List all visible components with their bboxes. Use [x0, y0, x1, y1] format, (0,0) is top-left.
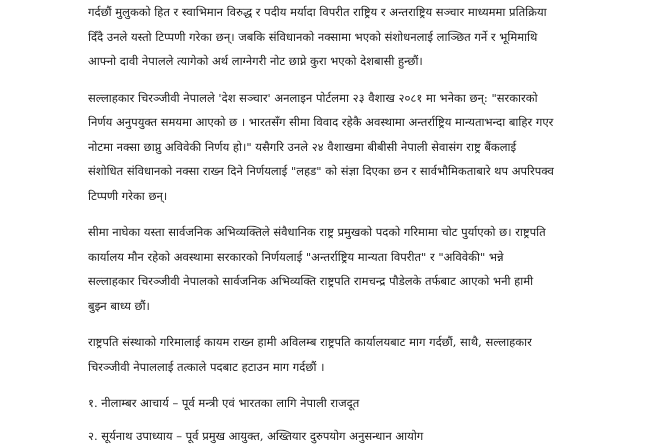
- paragraph-3: [88, 220, 610, 318]
- paragraph-2: [88, 86, 610, 209]
- paragraph-line: चिरञ्जीवी नेपाललाई तत्काले पदबाट हटाउन माग गर्दछौं ।: [88, 355, 610, 380]
- paragraph-line: सीमा नाघेका यस्ता सार्वजनिक अभिव्यक्तिले संवैधानिक राष्ट्र प्रमुखको पदको गरिमामा चोट पुर्याएको छ। राष्ट्रपति: [88, 220, 610, 245]
- paragraph-line: सल्लाहकार चिरञ्जीवी नेपालको सार्वजनिक अभिव्यक्ति राष्ट्रपति रामचन्द्र पौडेलके तर्फबाट आएको भनी हामी: [88, 269, 610, 294]
- paragraph-line: टिप्पणी गरेका छन्।: [88, 184, 610, 209]
- paragraph-4: [88, 330, 610, 379]
- paragraph-line: कार्यालय मौन रहेको अवस्थामा सरकारको निर्णयलाई "अन्तर्राष्ट्रिय मान्यता विपरीत" र "अविवेकी" भन्ने: [88, 245, 610, 270]
- paragraph-line: आफ्नो दावी नेपालले त्यागेको अर्थ लाग्नेगरी नोट छाप्ने कुरा भएको देशबासी हुन्छौं।: [88, 49, 610, 74]
- list-item: १. नीलाम्बर आचार्य – पूर्व मन्त्री एवं भारतका लागि नेपाली राजदूत: [88, 391, 610, 416]
- list-item: २. सूर्यनाथ उपाध्याय – पूर्व प्रमुख आयुक्त, अख्तियार दुरुपयोग अनुसन्धान आयोग: [88, 424, 610, 448]
- paragraph-line: संशोधित संविधानको नक्सा राख्न दिने निर्णयलाई "लहड" को संज्ञा दिएका छन र सार्वभौमिकताबारे थप अपरिपक्व: [88, 159, 610, 184]
- paragraph-line: राष्ट्रपति संस्थाको गरिमालाई कायम राख्न हामी अविलम्ब राष्ट्रपति कार्यालयबाट माग गर्दछौं, साथै, सल्लाहकार: [88, 330, 610, 355]
- paragraph-line: नोटमा नक्सा छाप्नु अविवेकी निर्णय हो।" यसैगरि उनले २४ वैशाखमा बीबीसी नेपाली सेवासंग राष्ट्र बैंकलाई: [88, 135, 610, 160]
- paragraph-line: बुझ्न बाध्य छौं।: [88, 294, 610, 319]
- paragraph-line: सल्लाहकार चिरञ्जीवी नेपालले 'देश सञ्चार' अनलाइन पोर्टलमा २३ वैशाख २०८१ मा भनेका छन्: "सरकारको: [88, 86, 610, 111]
- document-body: [88, 0, 610, 448]
- paragraph-line: गर्दछौं मुलुकको हित र स्वाभिमान विरुद्ध र पदीय मर्यादा विपरीत राष्ट्रिय र अन्तराष्ट्रिय सञ्चार माध्यममा प्रतिक्रिया: [88, 0, 610, 25]
- paragraph-line: दिँदै उनले यस्तो टिप्पणी गरेका छन्। जबकि संविधानको नक्सामा भएको संशोधनलाई लाञ्छित गर्ने र भूमिमाथि: [88, 25, 610, 50]
- paragraph-1: [88, 0, 610, 74]
- paragraph-line: निर्णय अनुपयुक्त समयमा आएको छ । भारतसँग सीमा विवाद रहेकै अवस्थामा अन्तर्राष्ट्रिय मान्यताभन्दा बाहिर गएर: [88, 110, 610, 135]
